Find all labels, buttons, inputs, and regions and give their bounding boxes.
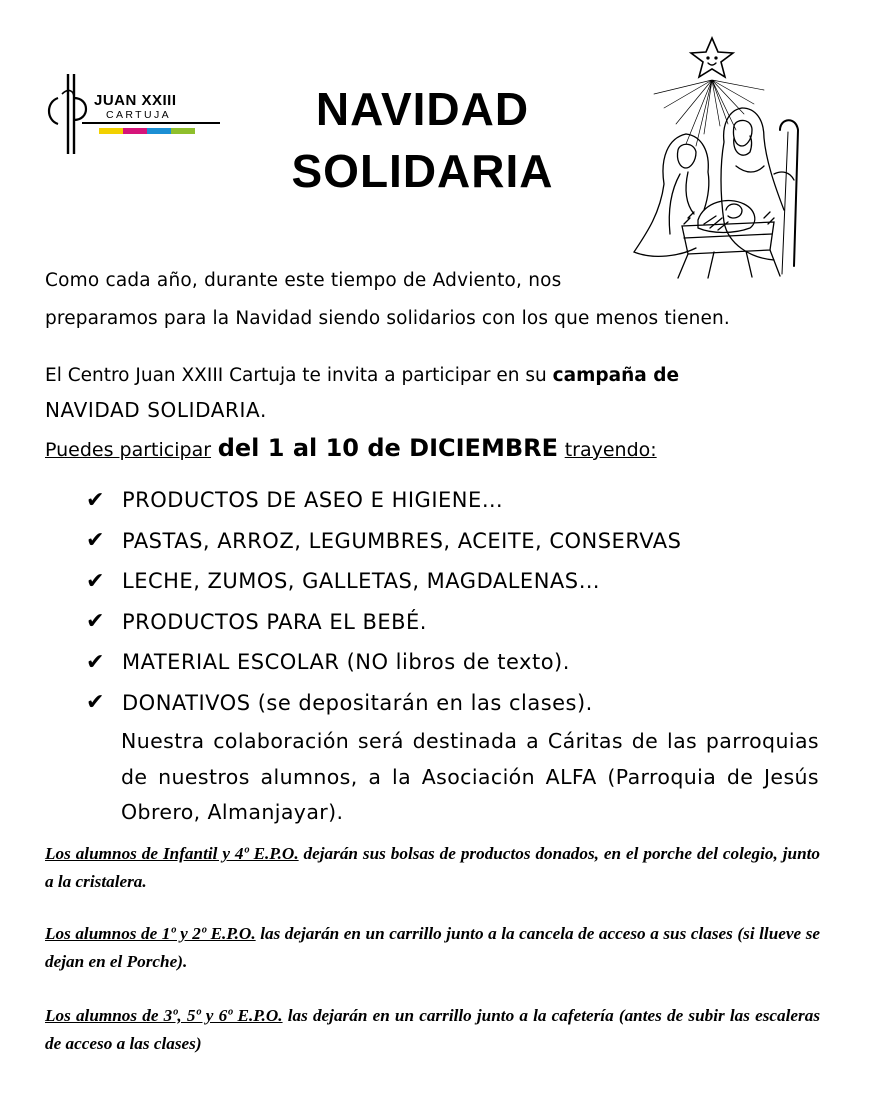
dropoff-note-2 [45,920,820,976]
logo-rule [82,122,220,124]
dates-suffix: trayendo: [564,439,657,461]
item-label: MATERIAL ESCOLAR (NO libros de texto). [122,650,570,675]
intro-line-1: Como cada año, durante este tiempo de Adviento, nos [45,270,562,291]
campaign-line-2: NAVIDAD SOLIDARIA. [45,398,267,422]
logo-color-4 [171,128,195,134]
logo-color-3 [147,128,171,134]
dropoff-note-3 [45,1002,820,1058]
logo-color-bar [99,128,195,134]
note-group: Los alumnos de 3º, 5º y 6º E.P.O. [45,1006,283,1025]
intro-line-2: preparamos para la Navidad siendo solidarios con los que menos tienen. [45,308,730,329]
logo-emblem-icon [44,68,104,158]
list-item [86,561,681,602]
list-item [86,683,681,724]
donation-items-list [86,480,681,723]
logo-text: JUAN XXIII [94,92,177,109]
participation-dates [45,434,657,462]
checkmark-icon: ✔ [86,528,105,554]
item-label: LECHE, ZUMOS, GALLETAS, MAGDALENAS… [122,569,601,594]
title-line-1: NAVIDAD [315,83,530,135]
school-logo [44,68,224,156]
campaign-line-1 [45,365,679,386]
note-text: las dejarán en un carrillo junto a la cancela de acceso a sus clases (si llueve se dejan en el Porche). [45,924,821,971]
list-item [86,602,681,643]
title-line-2: SOLIDARIA [291,145,554,197]
note-group: Los alumnos de Infantil y 4º E.P.O. [45,844,299,863]
checkmark-icon: ✔ [86,568,105,594]
checkmark-icon: ✔ [86,609,105,635]
note-text: dejarán sus bolsas de productos donados, en el porche del colegio, junto a la cristalera. [45,844,821,891]
dropoff-note-1 [45,840,820,896]
checkmark-icon: ✔ [86,487,105,513]
item-label: PRODUCTOS DE ASEO E HIGIENE… [122,488,504,513]
checkmark-icon: ✔ [86,649,105,675]
list-item [86,642,681,683]
note-group: Los alumnos de 1º y 2º E.P.O. [45,924,256,943]
item-label: PASTAS, ARROZ, LEGUMBRES, ACEITE, CONSERVAS [122,528,682,553]
dates-prefix: Puedes participar [45,439,212,461]
item-label: PRODUCTOS PARA EL BEBÉ. [122,609,427,634]
logo-subtext: CARTUJA [106,109,172,121]
list-item [86,521,681,562]
logo-color-2 [123,128,147,134]
note-text: las dejarán en un carrillo junto a la cafetería (antes de subir las escaleras de acceso a las clases) [45,1006,821,1053]
checkmark-icon: ✔ [86,690,105,716]
item-label: DONATIVOS (se depositarán en las clases). [122,690,593,715]
campaign-text: El Centro Juan XXIII Cartuja te invita a participar en su [45,365,553,386]
list-item [86,480,681,521]
destination-paragraph: Nuestra colaboración será destinada a Cáritas de las parroquias de nuestros alumnos, a la Asociación ALFA (Parroquia de Jesús Obrero, Almanjayar). [121,729,819,824]
nativity-illustration-icon [624,34,824,280]
dates-range: del 1 al 10 de DICIEMBRE [217,434,558,462]
logo-color-1 [99,128,123,134]
campaign-highlight: campaña de [552,365,679,386]
page-title [250,78,595,202]
